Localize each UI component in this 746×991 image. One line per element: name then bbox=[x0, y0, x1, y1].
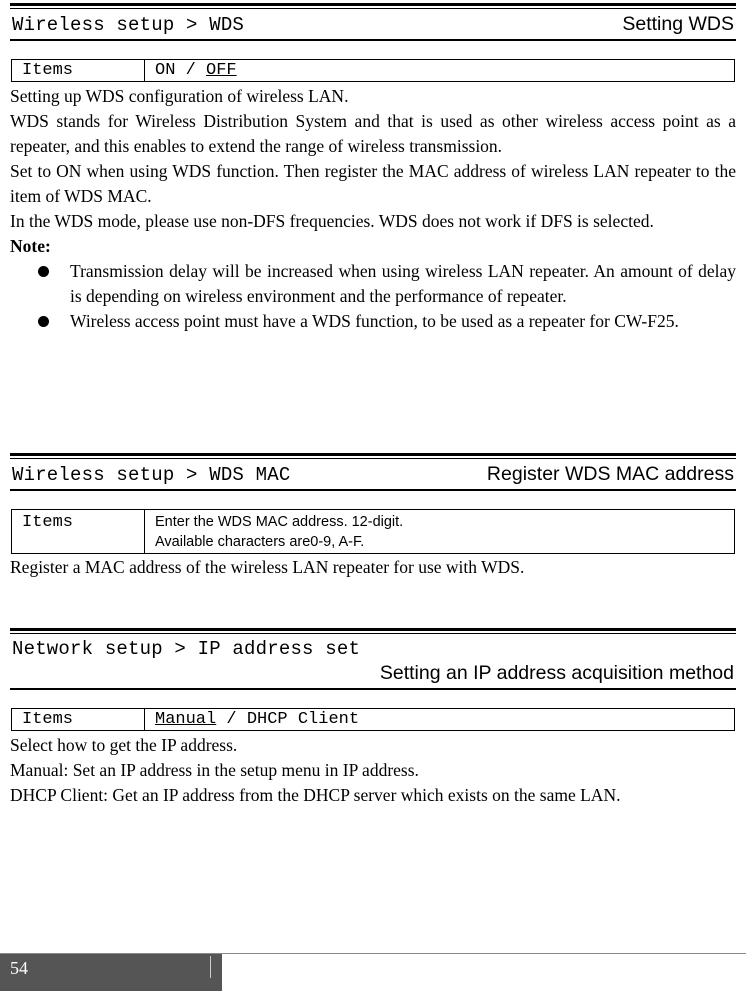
section-rule bbox=[10, 3, 736, 6]
description bbox=[10, 733, 736, 808]
items-value bbox=[145, 709, 735, 731]
paragraph: Setting up WDS configuration of wireless LAN. bbox=[10, 86, 349, 106]
bullet-icon bbox=[38, 316, 49, 327]
note-text: Wireless access point must have a WDS function, to be used as a repeater for CW-F25. bbox=[70, 311, 679, 331]
note-text: Transmission delay will be increased when using wireless LAN repeater. An amount of delay is depending on wireless environment and the performance of repeater. bbox=[70, 261, 736, 306]
description bbox=[10, 84, 736, 334]
items-label: Items bbox=[12, 60, 145, 82]
items-table bbox=[11, 59, 735, 82]
paragraph: Set to ON when using WDS function. Then register the MAC address of wireless LAN repeater to the item of WDS MAC. bbox=[10, 161, 736, 206]
paragraph: Manual: Set an IP address in the setup menu in IP address. bbox=[10, 760, 419, 780]
page-number: 54 bbox=[10, 958, 28, 978]
note-title: Note: bbox=[10, 236, 51, 256]
menu-path: Wireless setup > WDS MAC bbox=[12, 464, 291, 486]
bullet-icon bbox=[38, 266, 49, 277]
section-header bbox=[10, 459, 736, 491]
section-title: Setting an IP address acquisition method bbox=[379, 662, 734, 684]
note-list bbox=[10, 259, 736, 334]
section-ip-address bbox=[10, 628, 736, 808]
section-rule bbox=[10, 628, 736, 631]
items-label: Items bbox=[12, 709, 145, 731]
items-value bbox=[145, 510, 735, 554]
value-off-default: OFF bbox=[206, 61, 237, 80]
page-number-box bbox=[0, 954, 222, 991]
section-wds-mac bbox=[10, 453, 736, 580]
section-rule bbox=[10, 453, 736, 456]
value-line: Available characters are0-9, A-F. bbox=[155, 534, 365, 550]
section-header bbox=[10, 634, 736, 690]
note-item bbox=[10, 309, 736, 334]
paragraph: Select how to get the IP address. bbox=[10, 735, 238, 755]
section-header bbox=[10, 9, 736, 41]
value-dhcp: DHCP Client bbox=[246, 710, 360, 729]
paragraph: WDS stands for Wireless Distribution System and that is used as other wireless access point as a repeater, and this enables to extend the range of wireless transmission. bbox=[10, 111, 736, 156]
paragraph: DHCP Client: Get an IP address from the DHCP server which exists on the same LAN. bbox=[10, 785, 621, 805]
items-table bbox=[11, 509, 735, 554]
items-label: Items bbox=[12, 510, 145, 554]
value-separator: / bbox=[175, 61, 207, 80]
menu-path: Wireless setup > WDS bbox=[12, 14, 245, 36]
items-value bbox=[145, 60, 735, 82]
section-title: Register WDS MAC address bbox=[486, 463, 734, 485]
value-on: ON bbox=[155, 61, 176, 80]
footer-divider bbox=[210, 956, 211, 978]
note-item bbox=[10, 259, 736, 309]
paragraph: Register a MAC address of the wireless LAN repeater for use with WDS. bbox=[10, 557, 525, 577]
section-title: Setting WDS bbox=[622, 13, 734, 35]
menu-path: Network setup > IP address set bbox=[12, 638, 361, 660]
value-separator: / bbox=[216, 710, 247, 729]
value-manual-default: Manual bbox=[155, 710, 217, 729]
items-table bbox=[11, 708, 735, 731]
value-line: Enter the WDS MAC address. 12-digit. bbox=[155, 514, 404, 530]
section-wds bbox=[10, 3, 736, 334]
paragraph: In the WDS mode, please use non-DFS frequencies. WDS does not work if DFS is selected. bbox=[10, 211, 654, 231]
